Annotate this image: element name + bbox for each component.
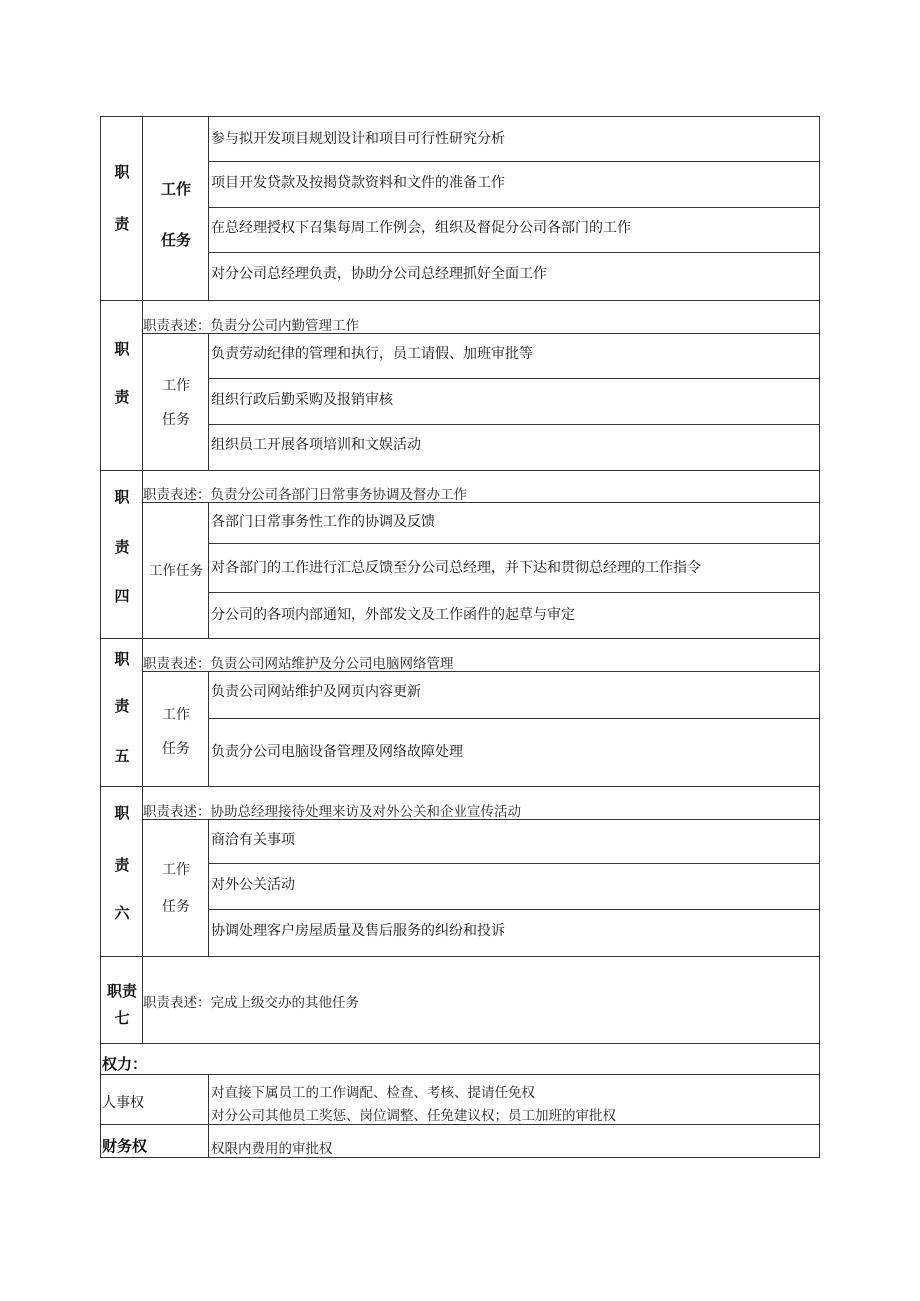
- duty1-sub-cell: [142, 116, 209, 301]
- finance-label-cell: [100, 1124, 209, 1158]
- duty1-task-row: [208, 207, 820, 253]
- duty5-task-row: [208, 671, 820, 719]
- duty4-task-3: 分公司的各项内部通知，外部发文及工作函件的起草与审定: [211, 607, 575, 623]
- duty5-label-cell: [100, 638, 143, 787]
- duty6-description: 职责表述：协助总经理接待处理来访及对外公关和企业宣传活动: [143, 804, 521, 820]
- duty4-label-1: 职: [114, 488, 130, 506]
- duty5-label-2: 责: [114, 697, 130, 715]
- duty6-sub-cell: [142, 819, 209, 957]
- finance-content-cell: [208, 1124, 820, 1158]
- duty5-label-3: 五: [114, 747, 130, 765]
- duty2-label-bottom: 责: [114, 388, 130, 406]
- duty4-label-3: 四: [114, 587, 130, 605]
- duty2-description: 职责表述：负责分公司内勤管理工作: [143, 318, 359, 334]
- duty1-task-3: 在总经理授权下召集每周工作例会，组织及督促分公司各部门的工作: [211, 220, 631, 236]
- duty2-description-row: [142, 300, 820, 334]
- duty6-task-row: [208, 819, 820, 864]
- duty1-task-row: [208, 161, 820, 208]
- authority-heading-row: [100, 1043, 820, 1075]
- duty1-label-top: 职: [114, 163, 130, 181]
- finance-label: 财务权: [102, 1137, 148, 1155]
- duty6-task-1: 商洽有关事项: [211, 832, 295, 848]
- duty2-sub-bottom: 任务: [162, 412, 190, 428]
- duty5-sub-cell: [142, 671, 209, 787]
- personnel-content-cell: [208, 1074, 820, 1125]
- personnel-label: 人事权: [102, 1095, 144, 1111]
- duty4-task-row: [208, 502, 820, 544]
- duty2-task-row: [208, 424, 820, 471]
- duty1-task-1: 参与拟开发项目规划设计和项目可行性研究分析: [211, 131, 505, 147]
- duty2-task-3: 组织员工开展各项培训和文娱活动: [211, 437, 421, 453]
- duty7-label-top: 职责: [106, 982, 137, 1000]
- duty2-label-cell: [100, 300, 143, 471]
- duty4-task-row: [208, 543, 820, 593]
- finance-text: 权限内费用的审批权: [211, 1141, 333, 1157]
- duty1-task-row: [208, 116, 820, 162]
- duty7-description-row: [142, 956, 820, 1044]
- duty6-label-1: 职: [114, 804, 130, 822]
- personnel-line-2: 对分公司其他员工奖惩、岗位调整、任免建议权；员工加班的审批权: [211, 1108, 616, 1124]
- duty1-task-row: [208, 252, 820, 301]
- duty2-task-2: 组织行政后勤采购及报销审核: [211, 392, 393, 408]
- duty4-description-row: [142, 470, 820, 503]
- duty6-label-2: 责: [114, 856, 130, 874]
- duty5-task-row: [208, 718, 820, 787]
- duty7-description: 职责表述：完成上级交办的其他任务: [143, 995, 359, 1011]
- duty6-description-row: [142, 786, 820, 820]
- duty2-task-1: 负责劳动纪律的管理和执行，员工请假、加班审批等: [211, 346, 533, 362]
- duty5-task-2: 负责分公司电脑设备管理及网络故障处理: [211, 744, 463, 760]
- duty6-sub-top: 工作: [162, 862, 190, 878]
- duty1-sub-top: 工作: [160, 180, 191, 198]
- duty6-label-3: 六: [114, 904, 130, 922]
- duty4-label-2: 责: [114, 538, 130, 556]
- duty4-task-2: 对各部门的工作进行汇总反馈至分公司总经理，并下达和贯彻总经理的工作指令: [211, 560, 701, 576]
- duty2-sub-top: 工作: [162, 378, 190, 394]
- duty7-label-bottom: 七: [114, 1009, 130, 1027]
- duty1-task-2: 项目开发贷款及按揭贷款资料和文件的准备工作: [211, 175, 505, 191]
- duty5-sub-top: 工作: [162, 707, 190, 723]
- duty5-label-1: 职: [114, 650, 130, 668]
- duty6-task-2: 对外公关活动: [211, 877, 295, 893]
- duty1-label-bottom: 责: [114, 215, 130, 233]
- duty1-label-cell: [100, 116, 143, 301]
- duty4-task-row: [208, 592, 820, 639]
- duty2-task-row: [208, 333, 820, 379]
- duty6-task-row: [208, 863, 820, 910]
- duty4-label-cell: [100, 470, 143, 639]
- duty1-task-4: 对分公司总经理负责，协助分公司总经理抓好全面工作: [211, 266, 547, 282]
- duty7-label-cell: [100, 956, 143, 1044]
- duty2-sub-cell: [142, 333, 209, 471]
- personnel-label-cell: [100, 1074, 209, 1125]
- duty5-task-1: 负责公司网站维护及网页内容更新: [211, 684, 421, 700]
- duty4-sub: 工作任务: [149, 563, 203, 579]
- duty4-description: 职责表述：负责分公司各部门日常事务协调及督办工作: [143, 487, 467, 503]
- duty5-description-row: [142, 638, 820, 672]
- duty6-task-row: [208, 909, 820, 957]
- authority-heading: 权力：: [102, 1055, 148, 1073]
- duty4-task-1: 各部门日常事务性工作的协调及反馈: [211, 514, 435, 530]
- duty6-label-cell: [100, 786, 143, 957]
- duty6-task-3: 协调处理客户房屋质量及售后服务的纠纷和投诉: [211, 923, 505, 939]
- duty2-label-top: 职: [114, 340, 130, 358]
- duty6-sub-bottom: 任务: [162, 899, 190, 915]
- personnel-line-1: 对直接下属员工的工作调配、检查、考核、提请任免权: [211, 1085, 535, 1101]
- duty1-sub-bottom: 任务: [160, 231, 191, 249]
- duty2-task-row: [208, 378, 820, 425]
- duty4-sub-cell: [142, 502, 209, 639]
- duty5-sub-bottom: 任务: [162, 741, 190, 757]
- duty5-description: 职责表述：负责公司网站维护及分公司电脑网络管理: [143, 656, 454, 672]
